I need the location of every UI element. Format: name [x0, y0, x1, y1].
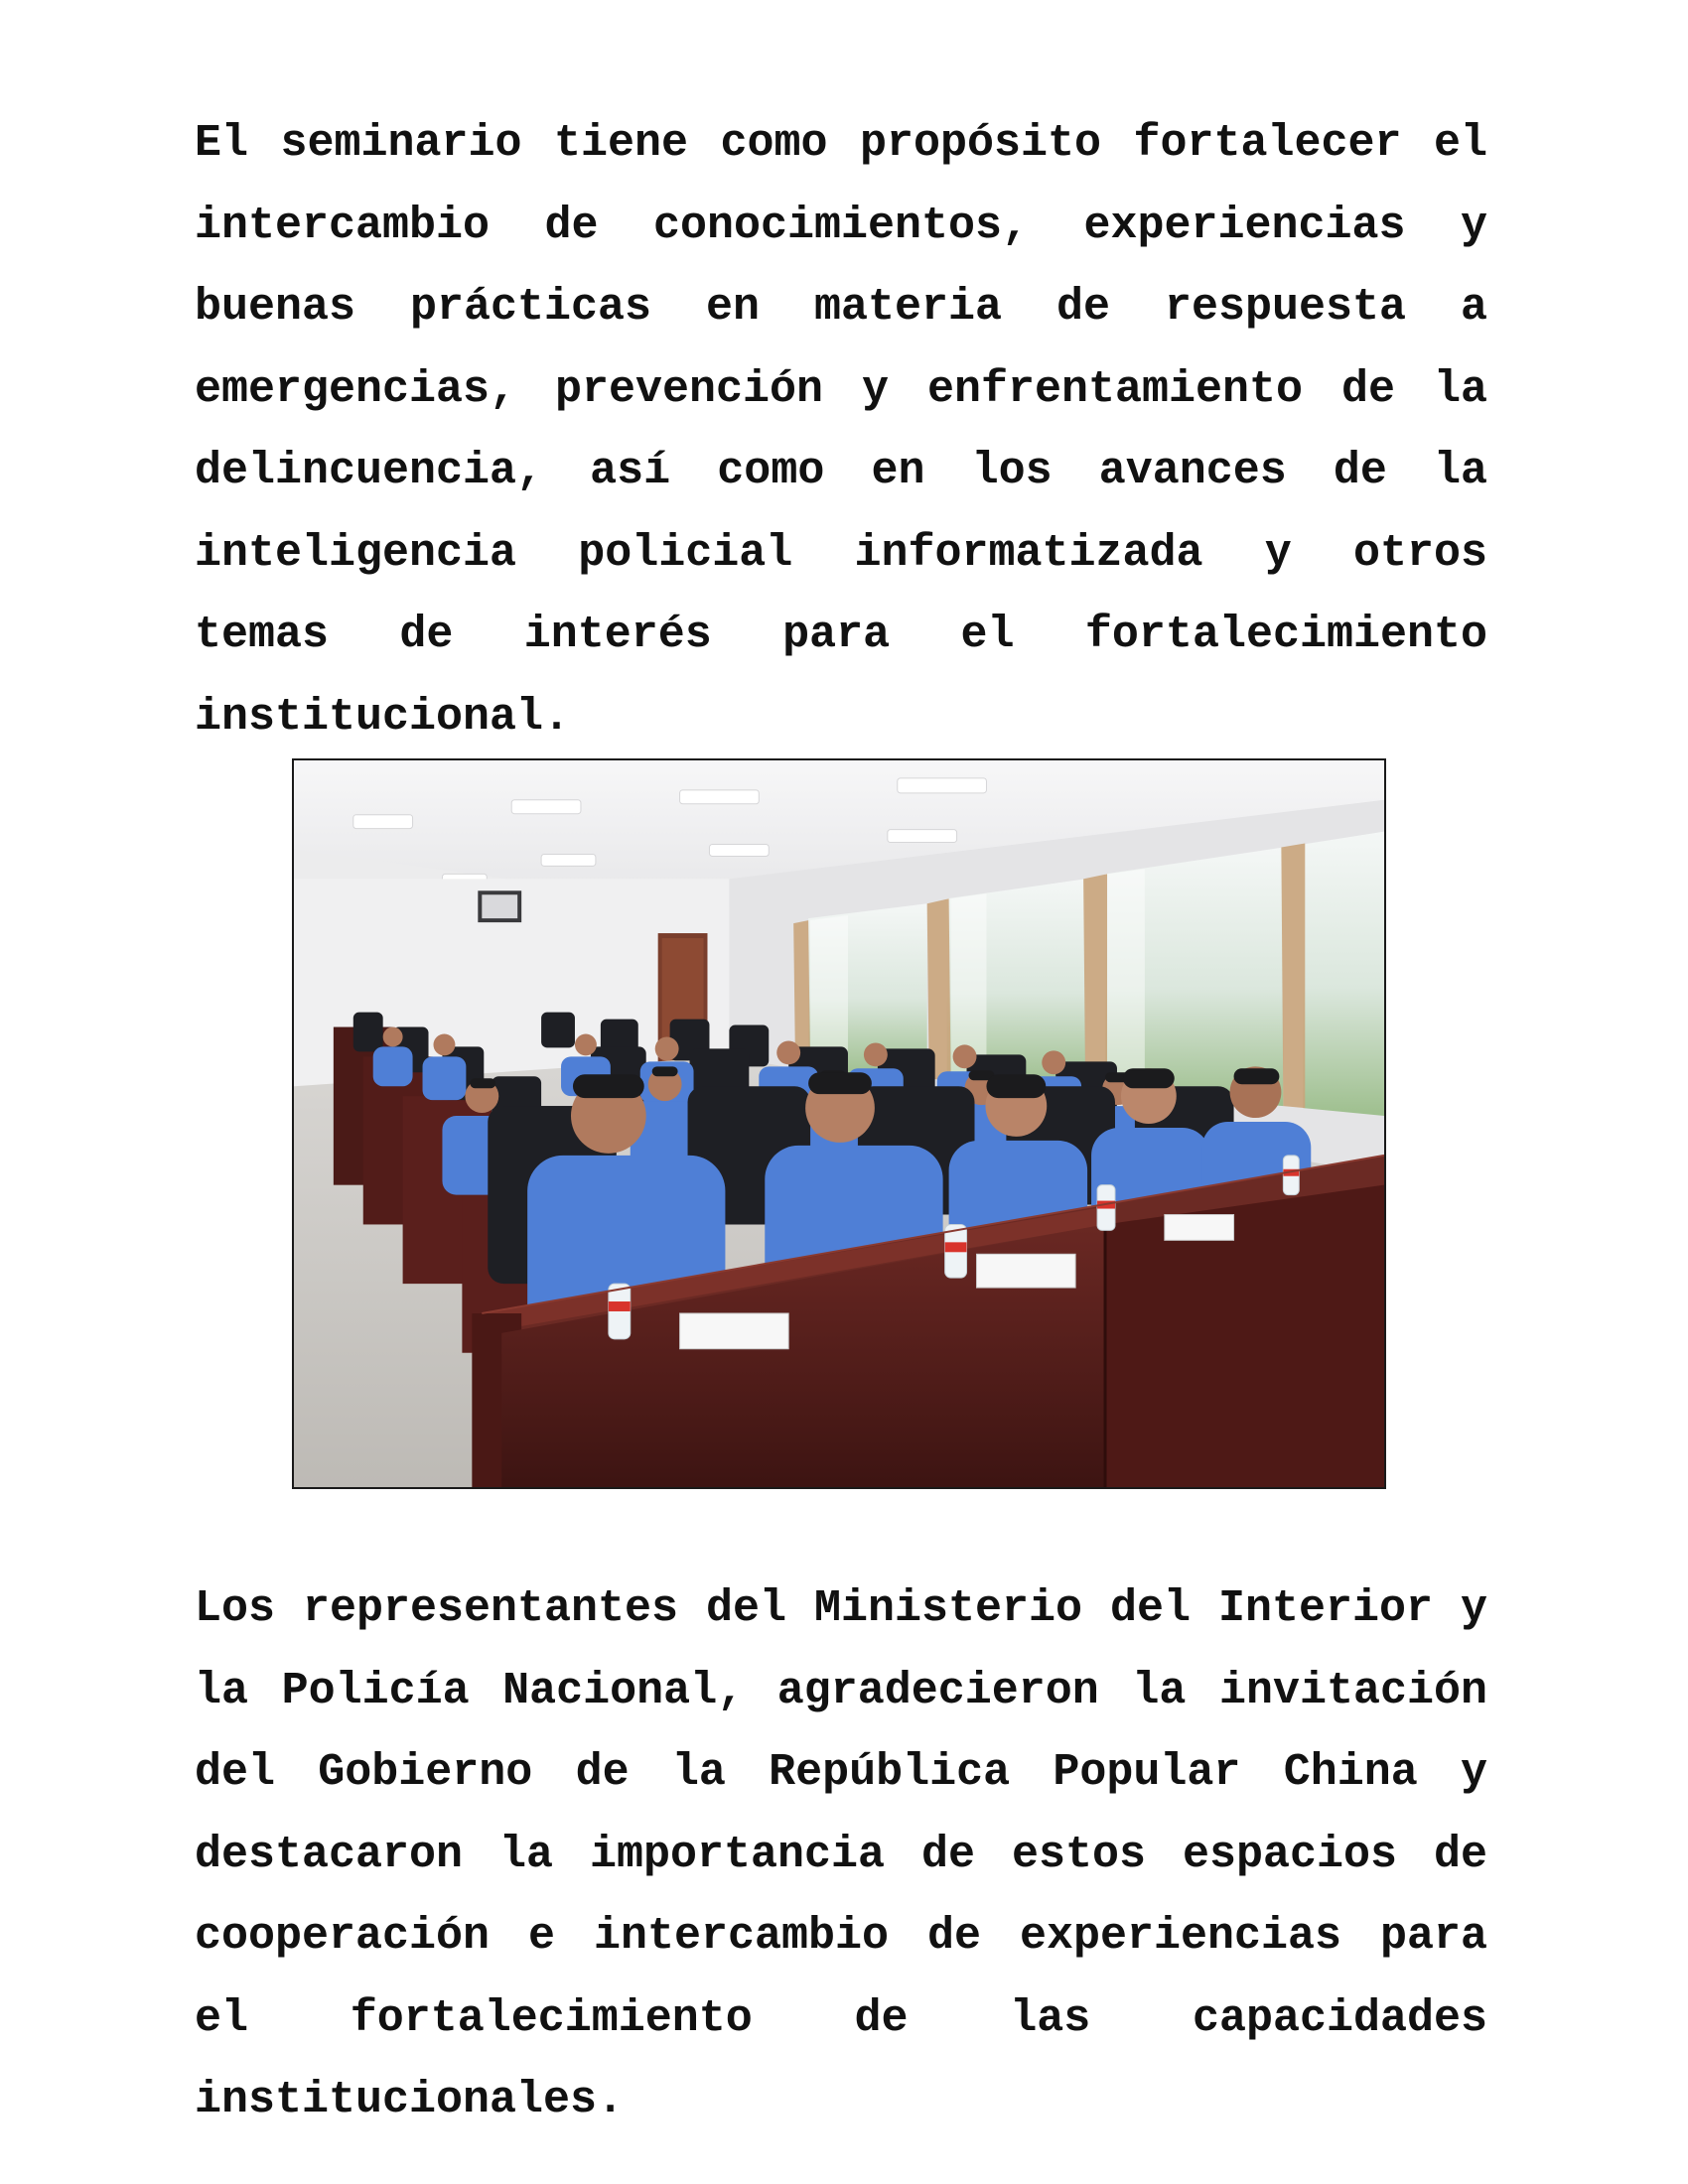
paragraph-acknowledgement: Los representantes del Ministerio del Interior y la Policía Nacional, agradecieron la invitación del Gobierno de la República Popular China y destacaron la importancia de estos espacios de cooperación e intercambio de experiencias para el fortalecimiento de las capacidades institucionales.	[195, 1583, 1487, 2125]
photo-illustration	[294, 760, 1384, 1487]
seminar-room-photo	[292, 758, 1386, 1489]
paragraph-intro: El seminario tiene como propósito fortalecer el intercambio de conocimientos, experiencias y buenas prácticas en materia de respuesta a emergencias, prevención y enfrentamiento de la delincuencia, así como en los avances de la inteligencia policial informatizada y otros temas de interés para el fortalecimiento institucional.	[195, 118, 1487, 743]
